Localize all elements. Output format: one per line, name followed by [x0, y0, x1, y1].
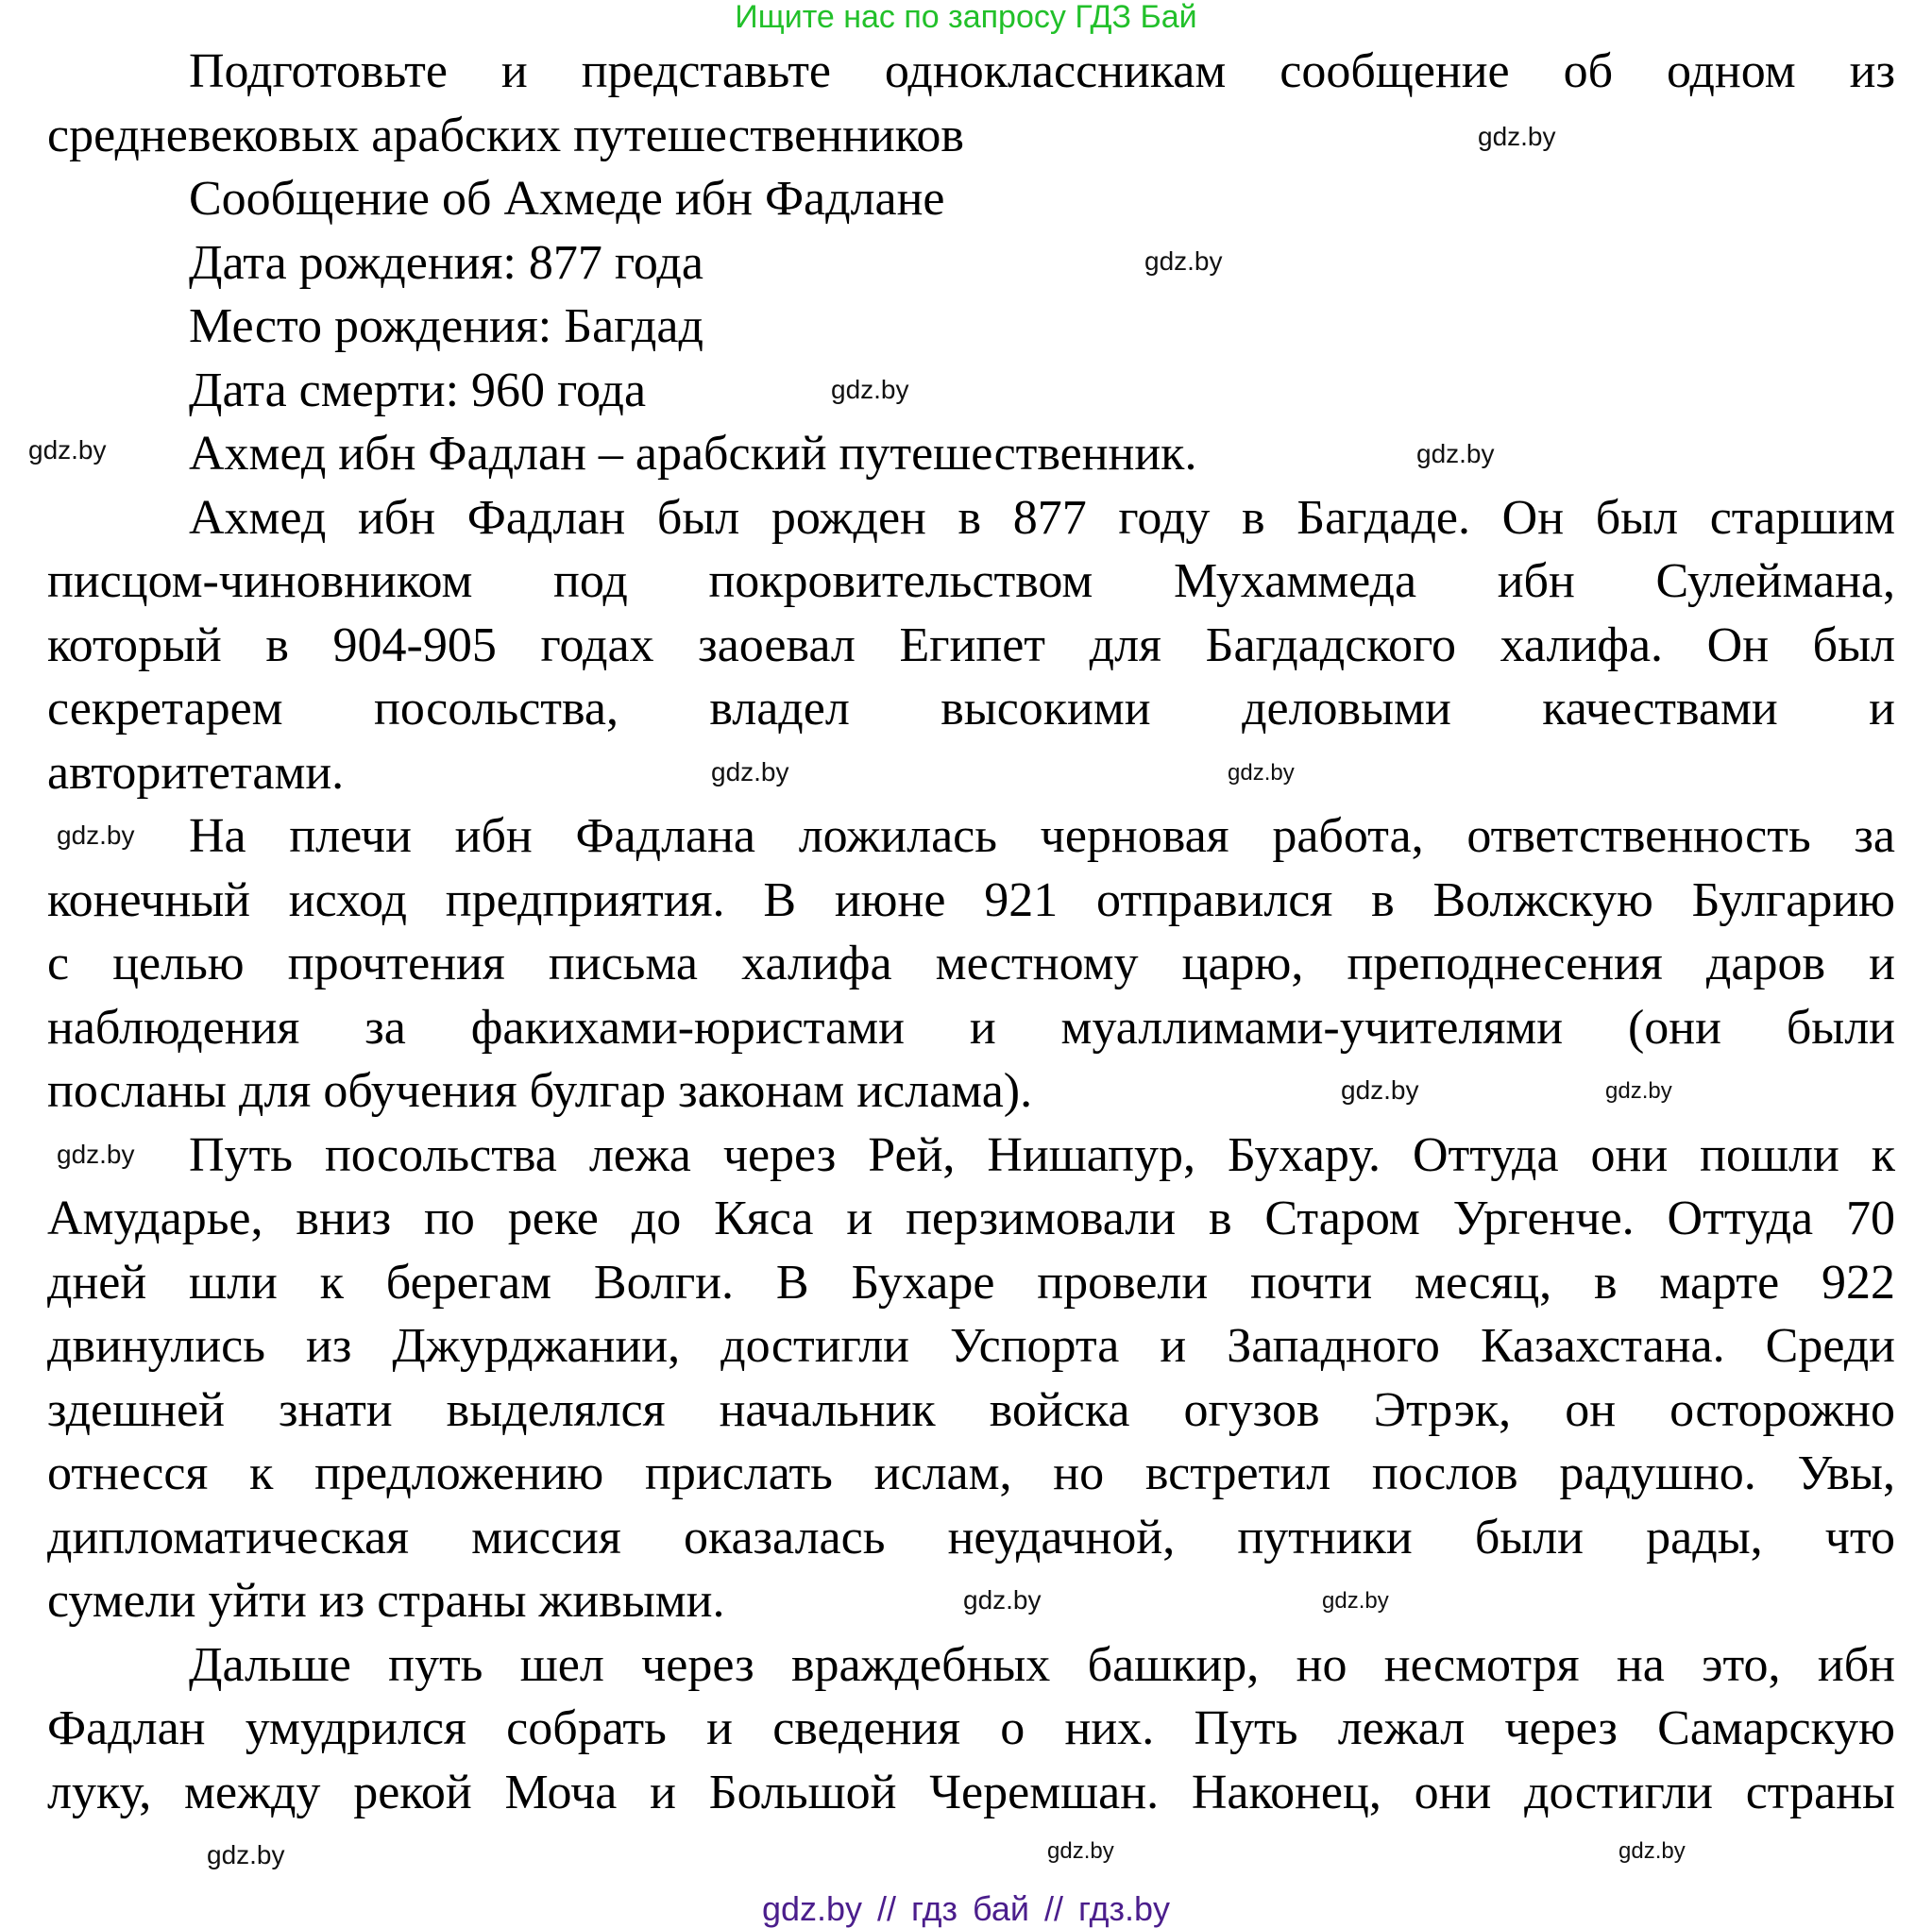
watermark: gdz.by	[1341, 1075, 1419, 1105]
text-line: дней шли к берегам Волги. В Бухаре провели почти месяц, в марте 922	[47, 1255, 1895, 1310]
text-line: На плечи ибн Фадлана ложилась черновая работа, ответственность за	[189, 809, 1895, 863]
text-line: сумели уйти из страны живыми.	[47, 1574, 725, 1628]
section-title: Сообщение об Ахмеде ибн Фадлане	[189, 172, 945, 226]
text-line: Дальше путь шел через враждебных башкир, но несмотря на это, ибн	[189, 1637, 1895, 1692]
text-line: с целью прочтения письма халифа местному царю, преподнесения даров и	[47, 937, 1895, 990]
text-line: луку, между рекой Моча и Большой Черемшан. Наконец, они достигли страны	[47, 1765, 1895, 1819]
text-line: средневековых арабских путешественников	[47, 108, 964, 162]
watermark: gdz.by	[1047, 1838, 1114, 1864]
text-line: писцом-чиновником под покровительством Мухаммеда ибн Сулеймана,	[47, 554, 1895, 608]
watermark: gdz.by	[1228, 760, 1295, 786]
watermark: gdz.by	[1322, 1588, 1389, 1614]
text-line: Ахмед ибн Фадлан был рожден в 877 году в Багдаде. Он был старшим	[189, 490, 1895, 545]
watermark: gdz.by	[57, 820, 135, 850]
birth-place: Место рождения: Багдад	[189, 299, 703, 353]
text-line: секретарем посольства, владел высокими деловыми качествами и	[47, 682, 1895, 736]
death-date: Дата смерти: 960 года	[189, 363, 647, 417]
document-body	[47, 40, 1895, 1824]
watermark: gdz.by	[1416, 439, 1495, 468]
watermark: gdz.by	[1144, 246, 1223, 276]
watermark: gdz.by	[963, 1585, 1042, 1615]
text-line: Амударье, вниз по реке до Кяса и перзимовали в Старом Ургенче. Оттуда 70	[47, 1192, 1895, 1245]
text-line: который в 904-905 годах заоевал Египет для Багдадского халифа. Он был	[47, 617, 1895, 672]
text-line: авторитетами.	[47, 745, 345, 800]
watermark: gdz.by	[711, 757, 789, 786]
watermark: gdz.by	[57, 1140, 135, 1169]
watermark: gdz.by	[1605, 1078, 1672, 1104]
birth-date: Дата рождения: 877 года	[189, 235, 703, 290]
watermark: gdz.by	[1618, 1838, 1686, 1864]
text-line: дипломатическая миссия оказалась неудачной, путники были рады, что	[47, 1510, 1895, 1564]
text-line: отнесся к предложению прислать ислам, но встретил послов радушно. Увы,	[47, 1446, 1895, 1500]
watermark: gdz.by	[28, 435, 107, 465]
watermark: gdz.by	[1478, 122, 1556, 151]
text-line: Путь посольства лежа через Рей, Нишапур, Бухару. Оттуда они пошли к	[189, 1127, 1895, 1182]
text-line: наблюдения за факихами-юристами и муаллимами-учителями (они были	[47, 1000, 1895, 1055]
watermark: gdz.by	[831, 375, 909, 404]
text-line: Подготовьте и представьте одноклассникам сообщение об одном из	[189, 44, 1895, 98]
text-line: двинулись из Джурджании, достигли Успорта и Западного Казахстана. Среди	[47, 1319, 1895, 1373]
text-line: посланы для обучения булгар законам ислама).	[47, 1064, 1033, 1118]
search-hint-banner: Ищите нас по запросу ГДЗ Бай	[735, 0, 1197, 35]
text-line: Ахмед ибн Фадлан – арабский путешественник.	[189, 427, 1197, 481]
watermark: gdz.by	[207, 1840, 285, 1869]
footer-links: gdz.by // гдз бай // гдз.by	[761, 1889, 1171, 1928]
text-line: Фадлан умудрился собрать и сведения о них. Путь лежал через Самарскую	[47, 1701, 1895, 1755]
text-line: здешней знати выделялся начальник войска огузов Этрэк, он осторожно	[47, 1382, 1895, 1437]
text-line: конечный исход предприятия. В июне 921 отправился в Волжскую Булгарию	[47, 872, 1895, 927]
